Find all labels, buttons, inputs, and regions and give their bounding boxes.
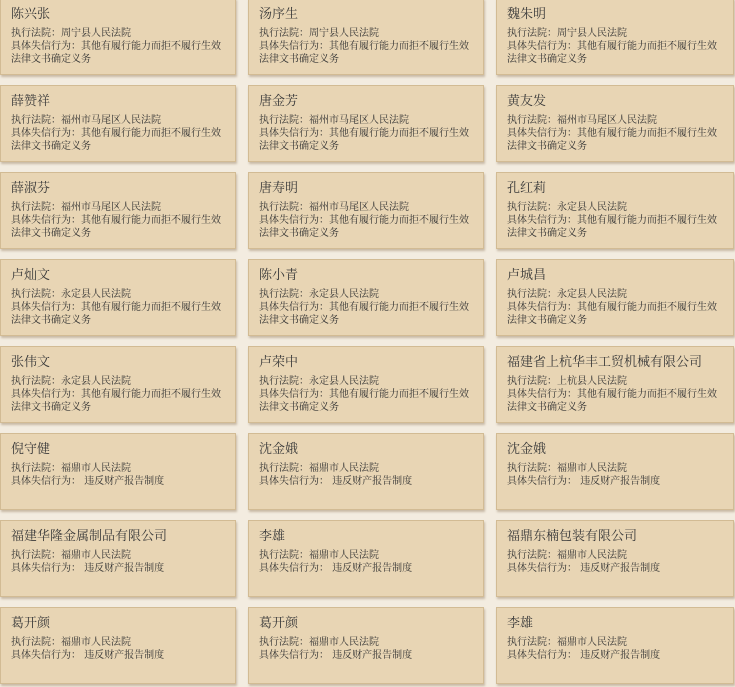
record-card[interactable] — [496, 433, 734, 510]
court-label: 执行法院： — [259, 550, 309, 561]
court-label: 执行法院： — [507, 202, 557, 213]
record-card[interactable] — [248, 172, 484, 249]
record-name[interactable]: 薛赞祥 — [11, 94, 51, 109]
behavior-label: 具体失信行为： — [11, 215, 81, 226]
behavior-line — [507, 214, 725, 240]
behavior-value: 其他有履行能力而拒不履行生效法律文书确定义务 — [259, 128, 469, 152]
behavior-line — [507, 475, 725, 488]
court-label: 执行法院： — [507, 289, 557, 300]
behavior-label: 具体失信行为： — [11, 128, 81, 139]
behavior-line — [11, 475, 227, 488]
behavior-line — [507, 40, 725, 66]
behavior-value: 其他有履行能力而拒不履行生效法律文书确定义务 — [507, 128, 717, 152]
court-label: 执行法院： — [507, 115, 557, 126]
court-line — [11, 114, 227, 127]
behavior-line — [11, 127, 227, 153]
record-name[interactable]: 卢灿文 — [11, 268, 51, 283]
record-card[interactable] — [496, 607, 734, 684]
record-name[interactable]: 魏朱明 — [507, 7, 547, 22]
behavior-label: 具体失信行为： — [259, 389, 329, 400]
court-label: 执行法院： — [259, 289, 309, 300]
court-line — [11, 375, 227, 388]
behavior-line — [259, 475, 475, 488]
court-line — [259, 636, 475, 649]
behavior-line — [11, 40, 227, 66]
court-line — [507, 288, 725, 301]
record-name[interactable]: 沈金娥 — [507, 442, 547, 457]
record-card[interactable] — [496, 172, 734, 249]
record-card[interactable] — [496, 0, 734, 75]
record-card[interactable] — [0, 0, 236, 75]
court-label: 执行法院： — [507, 376, 557, 387]
court-value: 永定县人民法院 — [61, 289, 131, 300]
court-line — [11, 636, 227, 649]
record-card[interactable] — [248, 259, 484, 336]
record-name[interactable]: 葛开颜 — [11, 616, 51, 631]
behavior-label: 具体失信行为： — [259, 302, 329, 313]
court-value: 周宁县人民法院 — [309, 28, 379, 39]
behavior-label: 具体失信行为： — [507, 476, 577, 487]
record-name[interactable]: 汤序生 — [259, 7, 299, 22]
court-value: 福州市马尾区人民法院 — [557, 115, 657, 126]
record-name[interactable]: 李雄 — [259, 529, 286, 544]
court-value: 上杭县人民法院 — [557, 376, 627, 387]
behavior-value: 其他有履行能力而拒不履行生效法律文书确定义务 — [507, 215, 717, 239]
court-line — [259, 114, 475, 127]
court-line — [11, 462, 227, 475]
record-name[interactable]: 沈金娥 — [259, 442, 299, 457]
behavior-value: 违反财产报告制度 — [332, 563, 413, 574]
behavior-line — [259, 127, 475, 153]
court-line — [11, 201, 227, 214]
court-value: 福鼎市人民法院 — [309, 463, 379, 474]
record-card[interactable] — [0, 172, 236, 249]
record-name[interactable]: 福建省上杭华丰工贸机械有限公司 — [507, 355, 703, 370]
court-value: 福州市马尾区人民法院 — [309, 115, 409, 126]
behavior-value: 其他有履行能力而拒不履行生效法律文书确定义务 — [259, 302, 469, 326]
behavior-value: 违反财产报告制度 — [580, 563, 661, 574]
record-name[interactable]: 陈小青 — [259, 268, 299, 283]
court-line — [259, 375, 475, 388]
behavior-value: 其他有履行能力而拒不履行生效法律文书确定义务 — [11, 302, 221, 326]
court-label: 执行法院： — [11, 637, 61, 648]
court-label: 执行法院： — [507, 637, 557, 648]
court-label: 执行法院： — [259, 28, 309, 39]
behavior-line — [507, 301, 725, 327]
record-card[interactable] — [248, 607, 484, 684]
behavior-label: 具体失信行为： — [507, 650, 577, 661]
record-name[interactable]: 福建华隆金属制品有限公司 — [11, 529, 168, 544]
court-line — [259, 462, 475, 475]
court-value: 福州市马尾区人民法院 — [309, 202, 409, 213]
behavior-line — [507, 562, 725, 575]
behavior-line — [259, 562, 475, 575]
court-value: 福州市马尾区人民法院 — [61, 115, 161, 126]
record-card[interactable] — [248, 85, 484, 162]
court-value: 福州市马尾区人民法院 — [61, 202, 161, 213]
court-value: 周宁县人民法院 — [61, 28, 131, 39]
behavior-value: 其他有履行能力而拒不履行生效法律文书确定义务 — [11, 128, 221, 152]
record-name[interactable]: 李雄 — [507, 616, 534, 631]
behavior-value: 违反财产报告制度 — [84, 476, 165, 487]
court-line — [507, 462, 725, 475]
court-label: 执行法院： — [11, 289, 61, 300]
behavior-line — [11, 388, 227, 414]
behavior-label: 具体失信行为： — [507, 41, 577, 52]
behavior-line — [11, 301, 227, 327]
court-label: 执行法院： — [11, 115, 61, 126]
court-line — [259, 288, 475, 301]
record-card[interactable] — [0, 433, 236, 510]
behavior-label: 具体失信行为： — [11, 302, 81, 313]
record-card[interactable] — [496, 85, 734, 162]
court-label: 执行法院： — [507, 28, 557, 39]
behavior-value: 其他有履行能力而拒不履行生效法律文书确定义务 — [507, 389, 717, 413]
record-name[interactable]: 张伟文 — [11, 355, 51, 370]
behavior-value: 违反财产报告制度 — [84, 563, 165, 574]
court-label: 执行法院： — [507, 550, 557, 561]
behavior-value: 违反财产报告制度 — [332, 650, 413, 661]
court-label: 执行法院： — [259, 115, 309, 126]
behavior-value: 违反财产报告制度 — [332, 476, 413, 487]
behavior-label: 具体失信行为： — [259, 476, 329, 487]
record-card[interactable] — [248, 346, 484, 423]
behavior-label: 具体失信行为： — [507, 215, 577, 226]
court-label: 执行法院： — [259, 376, 309, 387]
behavior-value: 其他有履行能力而拒不履行生效法律文书确定义务 — [507, 41, 717, 65]
behavior-label: 具体失信行为： — [259, 563, 329, 574]
record-card[interactable] — [0, 85, 236, 162]
behavior-line — [11, 214, 227, 240]
record-name[interactable]: 薛淑芬 — [11, 181, 51, 196]
court-value: 永定县人民法院 — [61, 376, 131, 387]
record-card[interactable] — [248, 520, 484, 597]
record-name[interactable]: 卢荣中 — [259, 355, 299, 370]
court-line — [507, 201, 725, 214]
court-label: 执行法院： — [259, 463, 309, 474]
court-line — [259, 549, 475, 562]
behavior-label: 具体失信行为： — [507, 389, 577, 400]
record-card[interactable] — [248, 0, 484, 75]
court-line — [507, 114, 725, 127]
behavior-label: 具体失信行为： — [259, 41, 329, 52]
behavior-value: 其他有履行能力而拒不履行生效法律文书确定义务 — [259, 215, 469, 239]
record-name[interactable]: 卢城昌 — [507, 268, 547, 283]
court-label: 执行法院： — [259, 637, 309, 648]
behavior-value: 其他有履行能力而拒不履行生效法律文书确定义务 — [11, 215, 221, 239]
court-line — [11, 288, 227, 301]
behavior-line — [259, 649, 475, 662]
court-value: 永定县人民法院 — [557, 202, 627, 213]
court-value: 福鼎市人民法院 — [557, 550, 627, 561]
court-value: 永定县人民法院 — [309, 289, 379, 300]
record-card[interactable] — [496, 259, 734, 336]
court-value: 永定县人民法院 — [557, 289, 627, 300]
record-card[interactable] — [0, 520, 236, 597]
record-card[interactable] — [496, 346, 734, 423]
court-line — [507, 636, 725, 649]
record-card[interactable] — [0, 607, 236, 684]
court-value: 福鼎市人民法院 — [557, 637, 627, 648]
behavior-line — [507, 127, 725, 153]
court-label: 执行法院： — [11, 463, 61, 474]
behavior-label: 具体失信行为： — [11, 476, 81, 487]
behavior-value: 违反财产报告制度 — [580, 650, 661, 661]
record-name[interactable]: 葛开颜 — [259, 616, 299, 631]
behavior-label: 具体失信行为： — [507, 128, 577, 139]
record-card[interactable] — [0, 259, 236, 336]
behavior-line — [259, 388, 475, 414]
court-value: 福鼎市人民法院 — [61, 463, 131, 474]
court-line — [259, 201, 475, 214]
court-value: 永定县人民法院 — [309, 376, 379, 387]
behavior-value: 违反财产报告制度 — [580, 476, 661, 487]
record-name[interactable]: 陈兴张 — [11, 7, 51, 22]
court-value: 福鼎市人民法院 — [61, 550, 131, 561]
behavior-value: 其他有履行能力而拒不履行生效法律文书确定义务 — [507, 302, 717, 326]
record-card[interactable] — [496, 520, 734, 597]
behavior-label: 具体失信行为： — [259, 650, 329, 661]
record-name[interactable]: 福鼎东楠包装有限公司 — [507, 529, 638, 544]
record-card[interactable] — [0, 346, 236, 423]
behavior-line — [507, 388, 725, 414]
behavior-value: 其他有履行能力而拒不履行生效法律文书确定义务 — [259, 389, 469, 413]
court-line — [259, 27, 475, 40]
behavior-line — [259, 301, 475, 327]
record-card[interactable] — [248, 433, 484, 510]
behavior-value: 其他有履行能力而拒不履行生效法律文书确定义务 — [11, 389, 221, 413]
court-label: 执行法院： — [11, 28, 61, 39]
behavior-label: 具体失信行为： — [11, 650, 81, 661]
record-name[interactable]: 黄友发 — [507, 94, 547, 109]
court-label: 执行法院： — [11, 376, 61, 387]
behavior-value: 违反财产报告制度 — [84, 650, 165, 661]
court-value: 福鼎市人民法院 — [309, 637, 379, 648]
behavior-line — [507, 649, 725, 662]
record-name[interactable]: 唐寿明 — [259, 181, 299, 196]
record-name[interactable]: 倪守健 — [11, 442, 51, 457]
behavior-line — [259, 40, 475, 66]
court-line — [507, 549, 725, 562]
court-value: 周宁县人民法院 — [557, 28, 627, 39]
court-label: 执行法院： — [11, 202, 61, 213]
court-label: 执行法院： — [507, 463, 557, 474]
behavior-label: 具体失信行为： — [11, 389, 81, 400]
court-line — [11, 549, 227, 562]
court-label: 执行法院： — [11, 550, 61, 561]
record-name[interactable]: 唐金芳 — [259, 94, 299, 109]
court-label: 执行法院： — [259, 202, 309, 213]
court-line — [507, 375, 725, 388]
behavior-line — [11, 562, 227, 575]
behavior-line — [11, 649, 227, 662]
record-name[interactable]: 孔红莉 — [507, 181, 547, 196]
behavior-label: 具体失信行为： — [507, 302, 577, 313]
court-value: 福鼎市人民法院 — [557, 463, 627, 474]
court-value: 福鼎市人民法院 — [61, 637, 131, 648]
court-line — [507, 27, 725, 40]
behavior-label: 具体失信行为： — [11, 41, 81, 52]
behavior-label: 具体失信行为： — [259, 128, 329, 139]
behavior-label: 具体失信行为： — [507, 563, 577, 574]
behavior-value: 其他有履行能力而拒不履行生效法律文书确定义务 — [11, 41, 221, 65]
behavior-value: 其他有履行能力而拒不履行生效法律文书确定义务 — [259, 41, 469, 65]
court-value: 福鼎市人民法院 — [309, 550, 379, 561]
behavior-label: 具体失信行为： — [259, 215, 329, 226]
court-line — [11, 27, 227, 40]
behavior-label: 具体失信行为： — [11, 563, 81, 574]
behavior-line — [259, 214, 475, 240]
